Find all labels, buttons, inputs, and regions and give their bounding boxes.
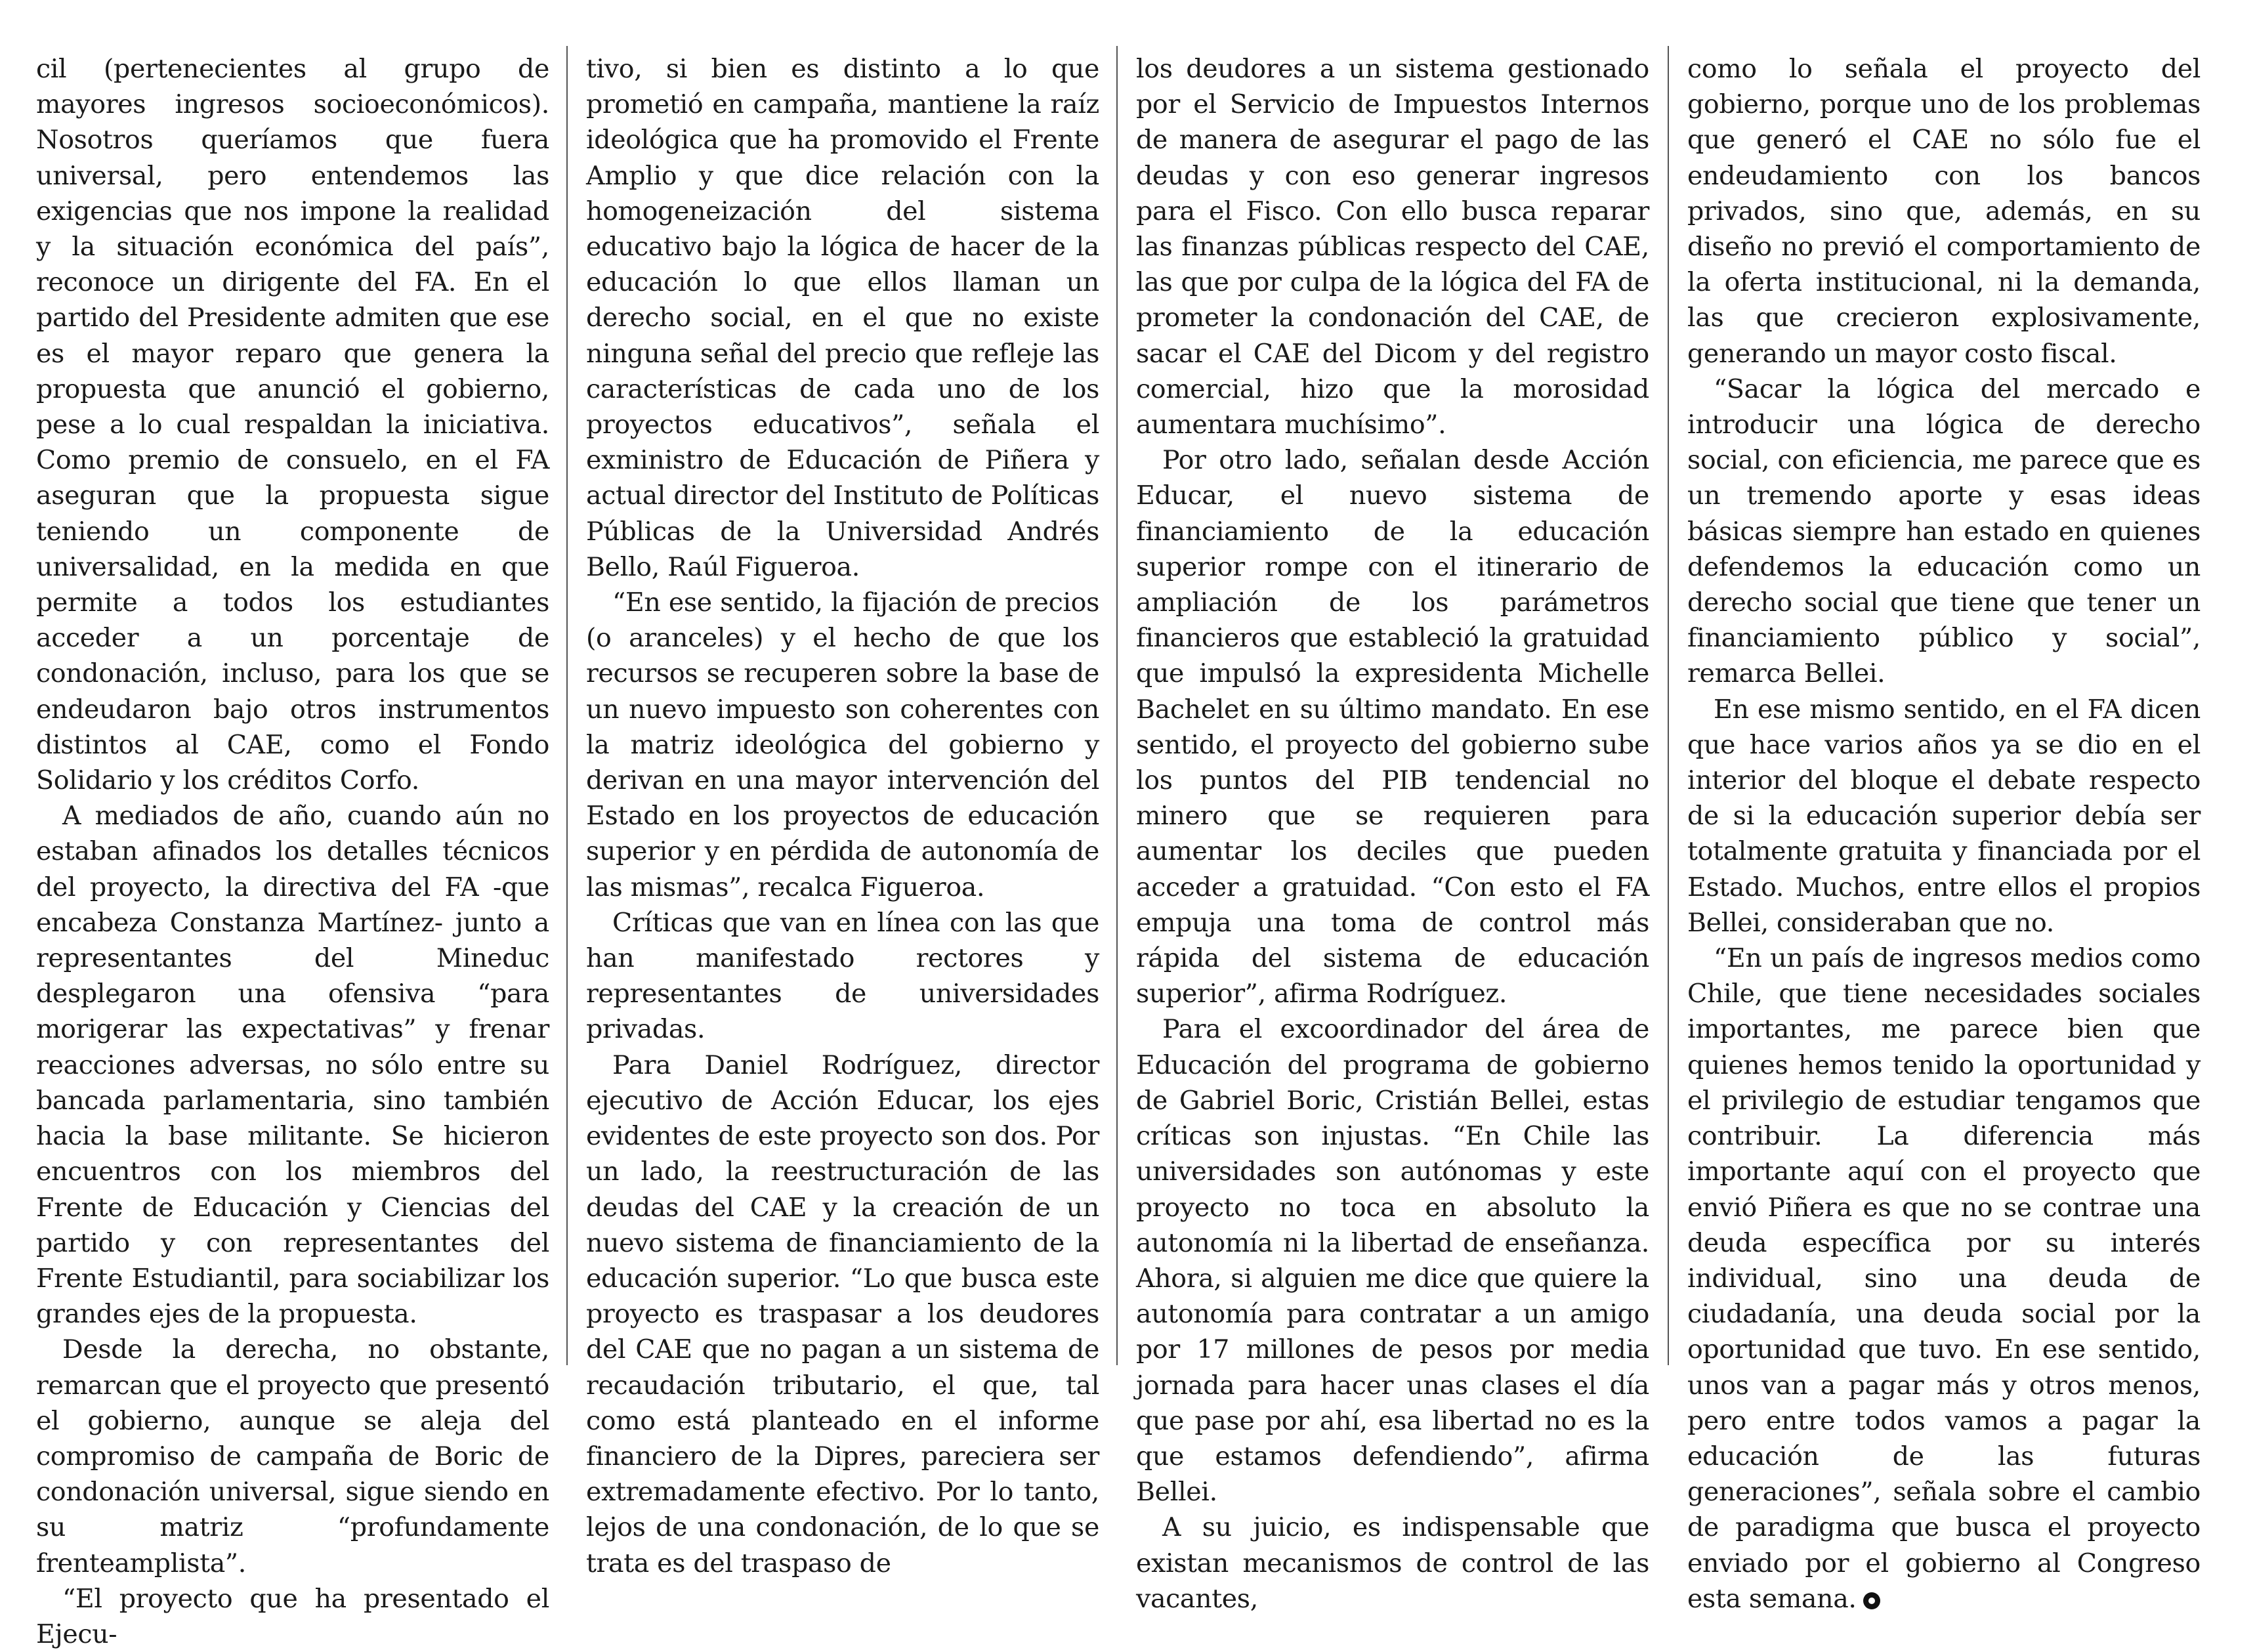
column-divider [566,46,568,1365]
paragraph: Desde la derecha, no obstante, remarcan que el proyecto que presentó el gobierno, aunque se aleja del compromiso de campaña de Boric de condonación universal, sigue siendo en su matriz “profundamente frenteamplista”. [36,1334,549,1578]
paragraph: cil (pertenecientes al grupo de mayores ingresos socioeconómicos). Nosotros queríamos que fuera universal, pero entendemos las exigencias que nos impone la realidad y la situación económica del país”, reconoce un dirigente del FA. En el partido del Presidente admiten que ese es el mayor reparo que genera la propuesta que anunció el gobierno, pese a lo cual respaldan la iniciativa. Como premio de consuelo, en el FA aseguran que la propuesta sigue teniendo un componente de universalidad, en la medida en que permite a todos los estudiantes acceder a un porcentaje de condonación, incluso, para los que se endeudaron bajo otros instrumentos distintos al CAE, como el Fondo Solidario y los créditos Corfo. [36,54,549,796]
paragraph: Para Daniel Rodríguez, director ejecutivo de Acción Educar, los ejes evidentes de este proyecto son dos. Por un lado, la reestructuración de las deudas del CAE y la creación de un nuevo sistema de financiamiento de la educación superior. “Lo que busca este proyecto es traspasar a los deudores del CAE que no pagan a un sistema de recaudación tributario, el que, tal como está planteado en el informe financiero de la Dipres, pareciera ser extremadamente efectivo. Por lo tanto, lejos de una condonación, de lo que se trata es del traspaso de [586,1049,1099,1578]
article-column-4 [1687,51,2201,1617]
article-column-1 [36,51,549,1652]
paragraph [1687,941,2201,1617]
article-column-3 [1136,51,1649,1617]
paragraph: tivo, si bien es distinto a lo que prometió en campaña, mantiene la raíz ideológica que ha promovido el Frente Amplio y que dice relación con la homogeneización del sistema educativo bajo la lógica de hacer de la educación lo que ellos llaman un derecho social, en el que no existe ninguna señal del precio que refleje las características de cada uno de los proyectos educativos”, señala el exministro de Educación de Piñera y actual director del Instituto de Políticas Públicas de la Universidad Andrés Bello, Raúl Figueroa. [586,54,1099,582]
paragraph: “El proyecto que ha presentado el Ejecu- [36,1583,549,1649]
paragraph: “Sacar la lógica del mercado e introducir una lógica de derecho social, con eficiencia, me parece que es un tremendo aporte y esas ideas básicas siempre han estado en quienes defendemos la educación como un derecho social que tiene que tener un financiamiento público y social”, remarca Bellei. [1687,373,2201,689]
paragraph: A su juicio, es indispensable que existan mecanismos de control de las vacantes, [1136,1512,1649,1614]
paragraph: A mediados de año, cuando aún no estaban afinados los detalles técnicos del proyecto, la directiva del FA -que encabeza Constanza Martínez- junto a representantes del Mineduc desplegaron una ofensiva “para morigerar las expectativas” y frenar reacciones adversas, no sólo entre su bancada parlamentaria, sino también hacia la base militante. Se hicieron encuentros con los miembros del Frente de Educación y Ciencias del partido y con representantes del Frente Estudiantil, para sociabilizar los grandes ejes de la propuesta. [36,801,549,1330]
paragraph: “En ese sentido, la fijación de precios (o aranceles) y el hecho de que los recursos se recuperen sobre la base de un nuevo impuesto son coherentes con la matriz ideológica del gobierno y derivan en una mayor intervención del Estado en los proyectos de educación superior y en pérdida de autonomía de las mismas”, recalca Figueroa. [586,587,1099,902]
column-divider [1116,46,1118,1365]
end-of-article-icon [1863,1592,1880,1609]
paragraph: como lo señala el proyecto del gobierno, porque uno de los problemas que generó el CAE no sólo fue el endeudamiento con los bancos privados, sino que, además, en su diseño no previó el comportamiento de la oferta institucional, ni la demanda, las que crecieron explosivamente, generando un mayor costo fiscal. [1687,54,2201,369]
paragraph-text: “En un país de ingresos medios como Chile, que tiene necesidades sociales importantes, me parece bien que quienes hemos tenido la oportunidad y el privilegio de estudiar tengamos que contribuir. La diferencia más importante aquí con el proyecto que envió Piñera es que no se contrae una deuda específica por su interés individual, sino una deuda de ciudadanía, una deuda social por la oportunidad que tuvo. En ese sentido, unos van a pagar más y otros menos, pero entre todos vamos a pagar la educación de las futuras generaciones”, señala sobre el cambio de paradigma que busca el proyecto enviado por el gobierno al Congreso esta semana. [1687,943,2201,1614]
column-divider [1668,46,1669,1365]
paragraph: Para el excoordinador del área de Educación del programa de gobierno de Gabriel Boric, Cristián Bellei, estas críticas son injustas. “En Chile las universidades son autónomas y este proyecto no toca en absoluto la autonomía ni la libertad de enseñanza. Ahora, si alguien me dice que quiere la autonomía para contratar a un amigo por 17 millones de pesos por media jornada para hacer unas clases el día que pase por ahí, esa libertad no es la que estamos defendiendo”, afirma Bellei. [1136,1014,1649,1508]
paragraph: los deudores a un sistema gestionado por el Servicio de Impuestos Internos de manera de asegurar el pago de las deudas y con eso generar ingresos para el Fisco. Con ello busca reparar las finanzas públicas respecto del CAE, las que por culpa de la lógica del FA de prometer la condonación del CAE, de sacar el CAE del Dicom y del registro comercial, hizo que la morosidad aumentara muchísimo”. [1136,54,1649,440]
paragraph: Por otro lado, señalan desde Acción Educar, el nuevo sistema de financiamiento de la educación superior rompe con el itinerario de ampliación de los parámetros financieros que estableció la gratuidad que impulsó la expresidenta Michelle Bachelet en su último mandato. En ese sentido, el proyecto del gobierno sube los puntos del PIB tendencial no minero que se requieren para aumentar los deciles que pueden acceder a gratuidad. “Con esto el FA empuja una toma de control más rápida del sistema de educación superior”, afirma Rodríguez. [1136,445,1649,1009]
paragraph: En ese mismo sentido, en el FA dicen que hace varios años ya se dio en el interior del bloque el debate respecto de si la educación superior debía ser totalmente gratuita y financiada por el Estado. Muchos, entre ellos el propios Bellei, consideraban que no. [1687,694,2201,938]
article-column-2 [586,51,1099,1581]
paragraph: Críticas que van en línea con las que han manifestado rectores y representantes de universidades privadas. [586,907,1099,1045]
